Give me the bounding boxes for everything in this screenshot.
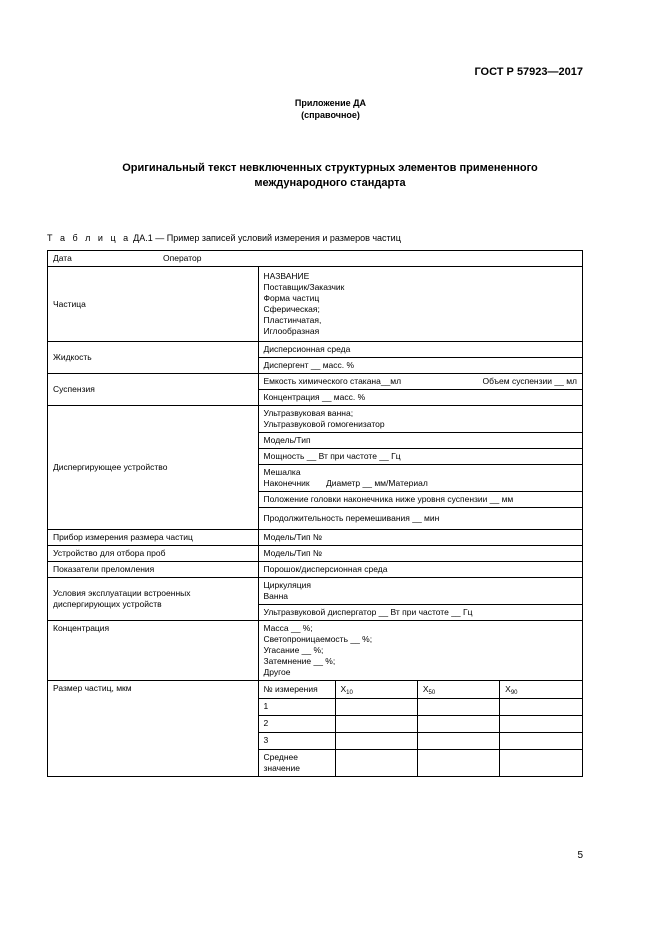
sizer-value: Модель/Тип № [258, 530, 583, 546]
annex-subtitle: (справочное) [301, 110, 360, 120]
x50-cell [417, 715, 499, 732]
document-heading [90, 161, 570, 191]
suspension-label: Суспензия [48, 374, 259, 406]
particle-line: Пластинчатая, [263, 315, 322, 325]
dispersion-medium: Дисперсионная среда [258, 342, 583, 358]
particle-size-grid-cell [258, 681, 583, 777]
concentration-line: Масса __ %; [263, 623, 313, 633]
concentration-line: Другое [263, 667, 291, 677]
stirrer: Мешалка [263, 467, 301, 477]
x50-cell [417, 749, 499, 776]
page-number: 5 [577, 850, 583, 861]
table-row [259, 715, 583, 732]
suspension-volume: Объем суспензии __ мл [482, 376, 577, 386]
builtin-label-line-2: диспергирующих устройств [53, 599, 162, 609]
table-row [259, 749, 583, 776]
x90-header: $X_{90}$ [500, 681, 582, 698]
builtin-label-line-1: Условия эксплуатации встроенных [53, 588, 191, 598]
particle-size-label: Размер частиц, мкм [48, 681, 259, 777]
date-label: Дата [48, 251, 259, 267]
x50-cell [417, 732, 499, 749]
mixing-duration: Продолжительность перемешивания __ мин [258, 508, 583, 530]
disperser-model: Модель/Тип [258, 433, 583, 449]
table-row [48, 578, 583, 605]
x50-cell [417, 698, 499, 715]
annex-title: Приложение ДА [294, 98, 367, 108]
operator-label: Оператор [163, 253, 202, 263]
table-caption [47, 233, 401, 243]
table-row [259, 698, 583, 715]
tip: Наконечник [263, 478, 310, 488]
table-row [48, 562, 583, 578]
table-caption-text: ДА.1 — Пример записей условий измерения и размеров частиц [133, 233, 401, 243]
sampler-value: Модель/Тип № [258, 546, 583, 562]
x10-cell [335, 732, 417, 749]
particle-line: Форма частиц [263, 293, 320, 303]
ultrasonic-devices [258, 406, 583, 433]
measurement-number-header: № измерения [259, 681, 336, 698]
concentration-line: Светопроницаемость __ %; [263, 634, 373, 644]
table-row [48, 406, 583, 433]
builtin-modes [258, 578, 583, 605]
table-row [48, 546, 583, 562]
measurement-row-number: 3 [259, 732, 336, 749]
table-row [259, 732, 583, 749]
table-row [48, 530, 583, 546]
builtin-bath: Ванна [263, 591, 289, 601]
suspension-concentration: Концентрация __ масс. % [258, 390, 583, 406]
concentration-line: Угасание __ %; [263, 645, 324, 655]
circulation: Циркуляция [263, 580, 311, 590]
refraction-value: Порошок/дисперсионная среда [258, 562, 583, 578]
particle-line: Поставщик/Заказчик [263, 282, 345, 292]
x10-cell [335, 698, 417, 715]
measurement-row-number: 1 [259, 698, 336, 715]
heading-line-1: Оригинальный текст невключенных структурных элементов примененного [122, 162, 538, 174]
table-row [48, 342, 583, 358]
operator-label-cell [163, 251, 583, 267]
tip-diameter: Диаметр __ мм/Материал [326, 478, 428, 488]
particle-details [258, 267, 583, 342]
stirrer-details [258, 465, 583, 492]
particle-line: НАЗВАНИЕ [263, 271, 310, 281]
standard-number: ГОСТ Р 57923—2017 [474, 66, 583, 78]
table-caption-prefix: Т а б л и ц а [47, 233, 131, 243]
disperser-label: Диспергирующее устройство [48, 406, 259, 530]
x90-cell [500, 732, 582, 749]
ultrasonic-bath: Ультразвуковая ванна; [263, 408, 354, 418]
builtin-label [48, 578, 259, 621]
particle-line: Сферическая; [263, 304, 320, 314]
concentration-details [258, 621, 583, 681]
measurement-row-number: 2 [259, 715, 336, 732]
x10-cell [335, 715, 417, 732]
table-row [48, 621, 583, 681]
x50-header: $X_{50}$ [417, 681, 499, 698]
concentration-line: Затемнение __ %; [263, 656, 336, 666]
refraction-label: Показатели преломления [48, 562, 259, 578]
measurement-conditions-table [47, 250, 583, 777]
table-row [48, 267, 583, 342]
particle-line: Иглообразная [263, 326, 320, 336]
sampler-label: Устройство для отбора проб [48, 546, 259, 562]
x10-cell [335, 749, 417, 776]
table-row [48, 251, 583, 267]
particle-size-grid [259, 681, 583, 776]
sizer-label: Прибор измерения размера частиц [48, 530, 259, 546]
table-row [48, 374, 583, 390]
tip-position: Положение головки наконечника ниже уровня суспензии __ мм [258, 492, 583, 508]
mean-value-label: Среднее значение [259, 749, 336, 776]
annex-title-block [0, 97, 661, 121]
builtin-ultrasonic: Ультразвуковой диспергатор __ Вт при частоте __ Гц [258, 605, 583, 621]
x90-cell [500, 749, 582, 776]
heading-line-2: международного стандарта [254, 177, 406, 189]
liquid-label: Жидкость [48, 342, 259, 374]
particle-label: Частица [48, 267, 259, 342]
ultrasonic-homogenizer: Ультразвуковой гомогенизатор [263, 419, 385, 429]
table-row [259, 681, 583, 698]
disperser-power: Мощность __ Вт при частоте __ Гц [258, 449, 583, 465]
x90-cell [500, 698, 582, 715]
suspension-beaker-cell [258, 374, 583, 390]
dispersant: Диспергент __ масс. % [258, 358, 583, 374]
concentration-label: Концентрация [48, 621, 259, 681]
table-row [48, 681, 583, 777]
x10-header: $X_{10}$ [335, 681, 417, 698]
x90-cell [500, 715, 582, 732]
beaker-capacity: Емкость химического стакана__мл [263, 376, 402, 386]
